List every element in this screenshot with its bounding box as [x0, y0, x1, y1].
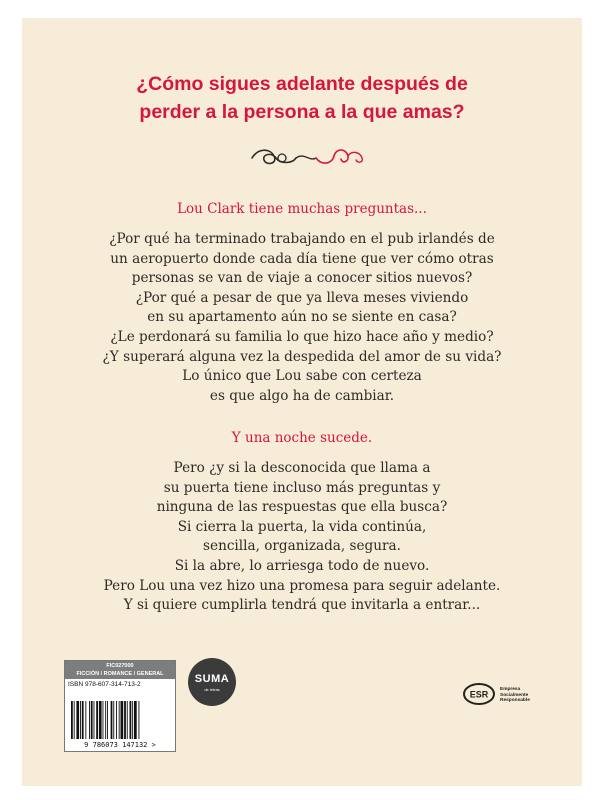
section2-paragraph [22, 459, 582, 616]
section2-line: Si cierra la puerta, la vida continúa, [177, 518, 427, 535]
barcode-bar [134, 701, 137, 739]
section1-line: es que algo ha de cambiar. [209, 387, 395, 404]
headline-line-2: perder a la persona a la que amas? [139, 101, 465, 123]
barcode-bar [119, 701, 120, 739]
barcode-bar [132, 701, 133, 739]
barcode-bar [91, 701, 93, 739]
barcode-isbn: ISBN 978-607-314-713-2 [68, 681, 141, 688]
barcode-bisac-code: FIC027000 [106, 663, 134, 669]
publisher-subtitle: de letras [204, 687, 220, 692]
publisher-logo [188, 658, 236, 706]
publisher-name: SUMA [194, 673, 230, 685]
section2-line: sencilla, organizada, segura. [203, 538, 401, 555]
section1-line: ¿Y superará alguna vez la despedida del amor de su vida? [102, 348, 502, 365]
section2-title: Y una noche sucede. [231, 430, 373, 446]
section1-line: ¿Por qué a pesar de que ya lleva meses viviendo [135, 289, 469, 306]
barcode-bar [99, 701, 102, 739]
barcode-digits: 9 786073 147132 > [84, 741, 156, 749]
section2-line: ninguna de las respuestas que ella busca? [156, 499, 448, 516]
barcode-bar [74, 701, 75, 739]
section1-title: Lou Clark tiene muchas preguntas... [177, 201, 427, 217]
barcode-bars-icon [71, 701, 169, 739]
barcode-bar [103, 701, 104, 739]
esr-mark: ESR [469, 689, 489, 700]
section1-line: un aeropuerto donde cada día tiene que ver cómo otras [110, 250, 494, 267]
barcode-bar [105, 701, 106, 739]
section1-line: personas se van de viaje a conocer sitios nuevos? [131, 270, 473, 287]
section1-paragraph [22, 230, 582, 406]
barcode-panel [64, 660, 176, 752]
section1-line: en su apartamento aún no se siente en casa? [147, 309, 457, 326]
barcode-bar [107, 701, 108, 739]
section2-line: su puerta tiene incluso más preguntas y [163, 479, 441, 496]
barcode-bar [124, 701, 126, 739]
barcode-bar [113, 701, 114, 739]
barcode-bar [111, 701, 113, 739]
barcode-bar [96, 701, 98, 739]
section2-line: Pero Lou una vez hizo una promesa para seguir adelante. [103, 577, 501, 594]
flourish-ornament-icon [248, 142, 368, 172]
esr-line-2: Socialmente [500, 692, 529, 698]
barcode-bar [71, 701, 73, 739]
barcode-bar [121, 701, 124, 739]
section1-line: Lo único que Lou sabe con certeza [182, 368, 422, 385]
book-back-cover [22, 18, 582, 786]
barcode-bar [85, 701, 86, 739]
barcode-category: FICCIÓN / ROMANCE / GENERAL [76, 670, 164, 677]
section2-line: Pero ¿y si la desconocida que llama a [173, 460, 431, 476]
section1-line: ¿Le perdonará su familia lo que hizo hace año y medio? [110, 328, 494, 345]
barcode-bar [76, 701, 79, 739]
barcode-header [65, 661, 175, 679]
barcode-bar [94, 701, 95, 739]
headline [22, 70, 582, 126]
headline-line-1: ¿Cómo sigues adelante después de [136, 73, 468, 95]
barcode-bar [80, 701, 81, 739]
barcode-bar [82, 701, 84, 739]
barcode-bar [127, 701, 128, 739]
esr-line-1: Empresa [500, 687, 521, 692]
barcode-bar [130, 701, 132, 739]
section2-line: Si la abre, lo arriesga todo de nuevo. [174, 557, 430, 574]
barcode-bar [89, 701, 90, 739]
esr-line-3: Responsable [500, 698, 530, 704]
esr-logo-icon [462, 682, 498, 706]
esr-caption [500, 687, 530, 704]
section2-line: Y si quiere cumplirla tendrá que invitarla a entrar... [123, 597, 481, 614]
barcode-bar [116, 701, 117, 739]
section1-line: ¿Por qué ha terminado trabajando en el pub irlandés de [109, 231, 495, 247]
barcode-bar [139, 701, 140, 739]
